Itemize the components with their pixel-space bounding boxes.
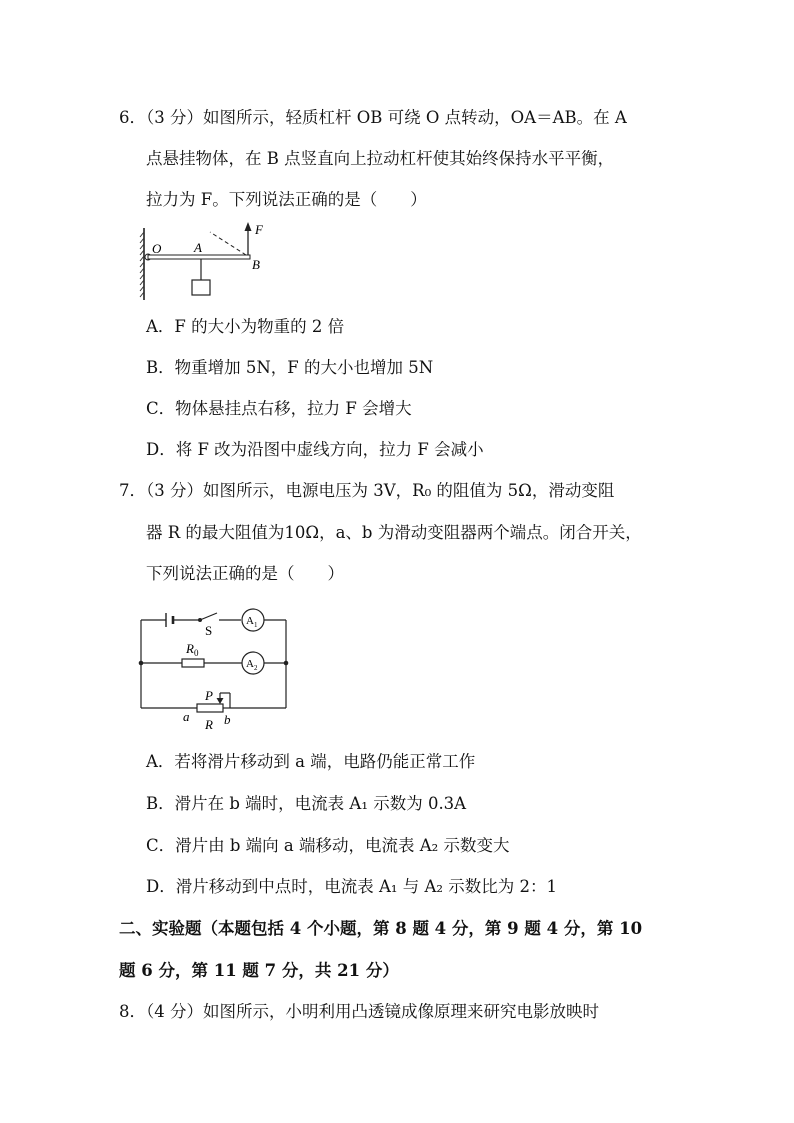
q6-option-a: A．F 的大小为物重的 2 倍 [146, 317, 345, 336]
label-a: A [194, 240, 202, 255]
q6-stem-line-1: 6．（3 分）如图所示，轻质杠杆 OB 可绕 O 点转动，OA＝AB。在 A [119, 108, 627, 127]
q7-option-a: A．若将滑片移动到 a 端，电路仍能正常工作 [146, 752, 476, 771]
force-arrowhead [245, 222, 252, 231]
label-r: R [205, 717, 213, 732]
q7-option-c: C．滑片由 b 端向 a 端移动，电流表 A₂ 示数变大 [146, 836, 510, 855]
label-b-end: b [224, 712, 231, 727]
q6-stem-line-2: 点悬挂物体，在 B 点竖直向上拉动杠杆使其始终保持水平平衡， [146, 149, 615, 168]
rheostat-r [197, 704, 223, 712]
section-heading-line-1: 二、实验题（本题包括 4 个小题，第 8 题 4 分，第 9 题 4 分，第 10 [119, 919, 643, 938]
switch-blade [200, 613, 217, 620]
label-a-end: a [183, 709, 190, 724]
q7-option-b: B．滑片在 b 端时，电流表 A₁ 示数为 0.3A [146, 794, 467, 813]
label-a1: $A_1$ [246, 615, 258, 629]
q8-stem-line-1: 8．（4 分）如图所示，小明利用凸透镜成像原理来研究电影放映时 [119, 1002, 599, 1021]
label-f: F [255, 222, 263, 237]
lever-bar [148, 255, 250, 259]
q6-option-c: C．物体悬挂点右移，拉力 F 会增大 [146, 399, 412, 418]
junction-left [139, 661, 144, 666]
q7-stem-line-2: 器 R 的最大阻值为10Ω，a、b 为滑动变阻器两个端点。闭合开关， [146, 523, 642, 542]
q7-stem-line-3: 下列说法正确的是（ ） [146, 564, 344, 583]
label-o: O [152, 241, 162, 256]
q6-option-d: D．将 F 改为沿图中虚线方向，拉力 F 会减小 [146, 440, 484, 459]
lever-diagram [135, 220, 285, 302]
label-r0: $R_0$ [186, 641, 199, 658]
circuit-diagram [135, 605, 295, 735]
junction-right [284, 661, 289, 666]
q7-stem-line-1: 7．（3 分）如图所示，电源电压为 3V，R₀ 的阻值为 5Ω，滑动变阻 [119, 481, 615, 500]
switch-pivot [198, 618, 202, 622]
resistor-r0 [182, 659, 204, 667]
q6-option-b: B．物重增加 5N，F 的大小也增加 5N [146, 358, 434, 377]
label-p: P [205, 688, 213, 703]
q7-option-d: D．滑片移动到中点时，电流表 A₁ 与 A₂ 示数比为 2：1 [146, 877, 558, 896]
weight-box [192, 280, 210, 295]
dashed-force-direction [210, 232, 246, 255]
label-s: S [205, 623, 213, 638]
section-heading-line-2: 题 6 分，第 11 题 7 分，共 21 分） [119, 961, 399, 980]
q6-stem-line-3: 拉力为 F。下列说法正确的是（ ） [146, 190, 427, 209]
label-b: B [252, 257, 260, 272]
label-a2: $A_2$ [246, 658, 258, 672]
slider-p-arrowhead [217, 698, 224, 704]
